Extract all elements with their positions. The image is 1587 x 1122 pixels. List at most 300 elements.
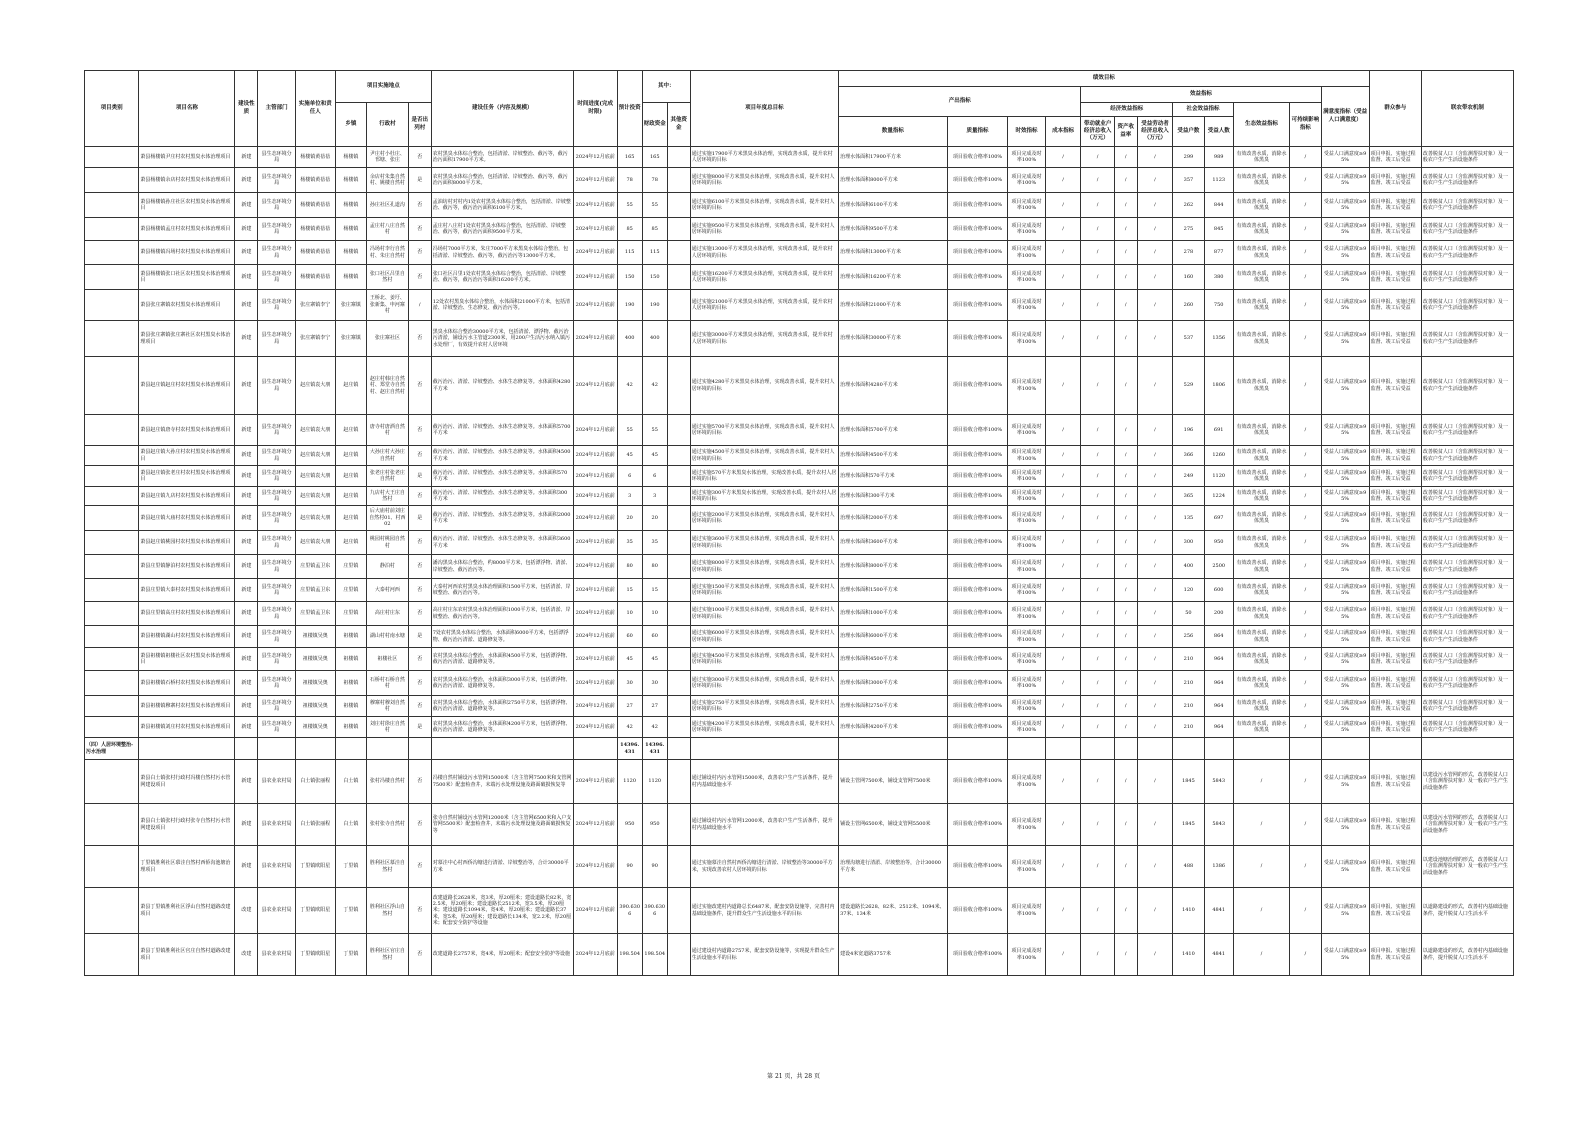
cell-cost: / [1045, 804, 1081, 846]
cell-category [85, 934, 139, 976]
cell-e2: / [1114, 648, 1137, 671]
cell-ql: 项目验收合格率100% [947, 506, 1008, 531]
cell-ql: 项目验收合格率100% [947, 265, 1008, 290]
cell-budget: 400 [617, 321, 642, 357]
cell-listed: 否 [408, 265, 431, 290]
cell-eco: 有效改善水质，消除水体黑臭 [1233, 579, 1289, 602]
cell-cost: / [1045, 760, 1081, 804]
cell-goal: 通过实施300平方米黑臭水体治理，实现改善水质，提升农村人居环境的目标 [690, 487, 838, 506]
cell-fiscal: 198.504 [642, 934, 667, 976]
cell-cost: / [1045, 265, 1081, 290]
cell-budget: 30 [617, 671, 642, 696]
cell-other [667, 290, 690, 321]
cell-ql: 项目验收合格率100% [947, 487, 1008, 506]
cell-fiscal: 390.6306 [642, 888, 667, 934]
cell-e2: / [1114, 290, 1137, 321]
cell-sat: 受益人口满意度≥95% [1321, 446, 1369, 466]
section-cell [839, 738, 948, 760]
cell-town: 祖楼镇 [335, 696, 366, 717]
cell-listed: 是 [408, 168, 431, 193]
cell-sat: 受益人口满意度≥95% [1321, 531, 1369, 555]
cell-mech: 改善脱贫人口（含监测帮扶对象）及一般农户生产生活设施条件 [1421, 321, 1513, 357]
cell-part: 项目申报、实施过程监督、竣工后受益 [1369, 168, 1421, 193]
cell-budget: 90 [617, 846, 642, 888]
cell-e3: / [1137, 168, 1173, 193]
cell-qty: 治理水体面积6000平方米 [839, 626, 948, 648]
cell-time: 2024年12月底前 [573, 648, 617, 671]
cell-task: 农村黑臭水体综合整治，水体面积4200平方米，包括漂浮物、截污治污清淤、道路修复等。 [431, 717, 573, 738]
cell-sus: / [1290, 760, 1321, 804]
cell-pp: 1224 [1204, 487, 1233, 506]
cell-eco: 有效改善水质，消除水体黑臭 [1233, 147, 1289, 168]
cell-hh: 249 [1173, 466, 1204, 487]
cell-e1: / [1081, 415, 1114, 446]
cell-sus: / [1290, 193, 1321, 218]
cell-mech: 以建设污水管网的形式，改善脱贫人口（含监测帮扶对象）及一般农户生产生活设施条件 [1421, 804, 1513, 846]
cell-fiscal: 42 [642, 357, 667, 415]
cell-category [85, 218, 139, 241]
cell-unit: 张庄寨镇李宁 [295, 321, 335, 357]
cell-task: 截污治污、清淤、岸坡整治、水体生态修复等。水体面积4500平方米 [431, 446, 573, 466]
section-cell [1369, 738, 1421, 760]
section-fiscal: 14396.431 [642, 738, 667, 760]
cell-nature: 新建 [235, 760, 258, 804]
cell-e2: / [1114, 466, 1137, 487]
cell-time: 2024年12月底前 [573, 671, 617, 696]
cell-hh: 1410 [1173, 934, 1204, 976]
cell-sat: 受益人口满意度≥95% [1321, 415, 1369, 446]
cell-goal: 通过铺设村内污水管网12000米，改善农户生产生活条件，提升村内基础设施水平 [690, 804, 838, 846]
cell-tm: 项目完成及时率100% [1008, 602, 1046, 626]
cell-part: 项目申报、实施过程监督、竣工后受益 [1369, 717, 1421, 738]
cell-e3: / [1137, 415, 1173, 446]
cell-cost: / [1045, 357, 1081, 415]
cell-tm: 项目完成及时率100% [1008, 487, 1046, 506]
cell-hh: 400 [1173, 555, 1204, 579]
cell-cost: / [1045, 218, 1081, 241]
cell-listed: 是 [408, 466, 431, 487]
cell-task: 截污治污、清淤、岸坡整治、水体生态修复等。水体面积5700平方米 [431, 415, 573, 446]
cell-goal: 通过实施2000平方米黑臭水体治理，实现改善水质，提升农村人居环境的目标 [690, 506, 838, 531]
cell-e3: / [1137, 648, 1173, 671]
cell-ql: 项目验收合格率100% [947, 804, 1008, 846]
cell-e3: / [1137, 555, 1173, 579]
cell-cost: / [1045, 696, 1081, 717]
cell-sat: 受益人口满意度≥95% [1321, 168, 1369, 193]
cell-dept: 县生态环境分局 [258, 602, 296, 626]
cell-pp: 200 [1204, 602, 1233, 626]
cell-task: 截污治污、清淤、岸坡整治、水体生态修复等。水体面积2000平方米 [431, 506, 573, 531]
cell-part: 项目申报、实施过程监督、竣工后受益 [1369, 555, 1421, 579]
cell-goal: 通过实施30000平方米黑臭水体治理，实现改善水质，提升农村人居环境的目标 [690, 321, 838, 357]
cell-unit: 白土镇张丽程 [295, 760, 335, 804]
table-row [85, 466, 1514, 487]
cell-listed: 否 [408, 241, 431, 265]
cell-dept: 县生态环境分局 [258, 626, 296, 648]
cell-hh: 160 [1173, 265, 1204, 290]
cell-task: 截污治污、清淤、岸坡整治、水体生态修复等。水体面积4280平方米 [431, 357, 573, 415]
cell-mech: 改善脱贫人口（含监测帮扶对象）及一般农户生产生活设施条件 [1421, 265, 1513, 290]
cell-unit: 杨楼镇黄蓓蓓 [295, 193, 335, 218]
cell-hh: 537 [1173, 321, 1204, 357]
cell-qty: 治理水体面积5700平方米 [839, 415, 948, 446]
cell-tm: 项目完成及时率100% [1008, 168, 1046, 193]
cell-pp: 964 [1204, 671, 1233, 696]
cell-budget: 165 [617, 147, 642, 168]
cell-category [85, 531, 139, 555]
cell-hh: 1410 [1173, 888, 1204, 934]
cell-village: 后大庙村前刘庄自然村01、村西02 [366, 506, 408, 531]
cell-mech: 改善脱贫人口（含监测帮扶对象）及一般农户生产生活设施条件 [1421, 648, 1513, 671]
cell-e3: / [1137, 626, 1173, 648]
cell-qty: 治理水体面积4200平方米 [839, 717, 948, 738]
cell-ql: 项目验收合格率100% [947, 531, 1008, 555]
section-cell [1114, 738, 1137, 760]
cell-town: 祖楼镇 [335, 648, 366, 671]
table-row [85, 446, 1514, 466]
section-cell [1204, 738, 1233, 760]
cell-ql: 项目验收合格率100% [947, 626, 1008, 648]
cell-e2: / [1114, 934, 1137, 976]
section-cell [1290, 738, 1321, 760]
cell-other [667, 168, 690, 193]
cell-tm: 项目完成及时率100% [1008, 934, 1046, 976]
cell-ql: 项目验收合格率100% [947, 218, 1008, 241]
cell-listed: 是 [408, 506, 431, 531]
cell-e1: / [1081, 804, 1114, 846]
cell-town: 庄里镇 [335, 602, 366, 626]
cell-mech: 改善脱贫人口（含监测帮扶对象）及一般农户生产生活设施条件 [1421, 290, 1513, 321]
cell-ql: 项目验收合格率100% [947, 888, 1008, 934]
cell-time: 2024年12月底前 [573, 626, 617, 648]
cell-listed: 否 [408, 446, 431, 466]
cell-eco: 有效改善水质，消除水体黑臭 [1233, 466, 1289, 487]
cell-goal: 通过实施1500平方米黑臭水体治理，实现改善水质，提升农村人居环境的目标 [690, 579, 838, 602]
header-category: 项目类别 [85, 71, 139, 147]
cell-tm: 项目完成及时率100% [1008, 888, 1046, 934]
header-benefit: 效益指标 [1081, 87, 1321, 103]
cell-unit: 赵庄镇袁大朋 [295, 357, 335, 415]
cell-part: 项目申报、实施过程监督、竣工后受益 [1369, 466, 1421, 487]
cell-unit: 丁里镇欧阳星 [295, 846, 335, 888]
cell-pp: 989 [1204, 147, 1233, 168]
project-table [84, 70, 1514, 976]
cell-unit: 丁里镇欧阳星 [295, 934, 335, 976]
cell-e1: / [1081, 487, 1114, 506]
cell-other [667, 218, 690, 241]
cell-part: 项目申报、实施过程监督、竣工后受益 [1369, 648, 1421, 671]
cell-part: 项目申报、实施过程监督、竣工后受益 [1369, 218, 1421, 241]
cell-listed: / [408, 290, 431, 321]
cell-e3: / [1137, 265, 1173, 290]
header-budget: 预计投资 [617, 71, 642, 147]
cell-mech: 改善脱贫人口（含监测帮扶对象）及一般农户生产生活设施条件 [1421, 415, 1513, 446]
cell-town: 杨楼镇 [335, 241, 366, 265]
cell-village: 静泊村 [366, 555, 408, 579]
cell-name: 萧县赵庄镇桃园村农村黑臭水体治理项目 [139, 531, 235, 555]
cell-other [667, 648, 690, 671]
cell-e3: / [1137, 290, 1173, 321]
cell-sat: 受益人口满意度≥95% [1321, 506, 1369, 531]
cell-category [85, 717, 139, 738]
cell-e3: / [1137, 717, 1173, 738]
cell-tm: 项目完成及时率100% [1008, 717, 1046, 738]
cell-village: 余店村朱集自然村、姚楼自然村 [366, 168, 408, 193]
cell-budget: 42 [617, 357, 642, 415]
cell-task: 截污治污、清淤、岸坡整治、水体生态修复等。水体面积570平方米 [431, 466, 573, 487]
cell-fiscal: 42 [642, 717, 667, 738]
cell-dept: 县生态环境分局 [258, 717, 296, 738]
cell-sat: 受益人口满意度≥95% [1321, 804, 1369, 846]
section-cell [1233, 738, 1289, 760]
cell-category [85, 506, 139, 531]
cell-village: 高庄村庄东 [366, 602, 408, 626]
cell-mech: 改善脱贫人口（含监测帮扶对象）及一般农户生产生活设施条件 [1421, 241, 1513, 265]
cell-e1: / [1081, 717, 1114, 738]
cell-other [667, 579, 690, 602]
cell-dept: 县生态环境分局 [258, 147, 296, 168]
cell-sus: / [1290, 487, 1321, 506]
cell-e3: / [1137, 193, 1173, 218]
cell-e1: / [1081, 602, 1114, 626]
cell-e1: / [1081, 760, 1114, 804]
cell-category [85, 265, 139, 290]
section-cell [1173, 738, 1204, 760]
cell-sat: 受益人口满意度≥95% [1321, 846, 1369, 888]
cell-qty: 治理水体面积2750平方米 [839, 696, 948, 717]
cell-hh: 299 [1173, 147, 1204, 168]
cell-e2: / [1114, 626, 1137, 648]
cell-category [85, 804, 139, 846]
cell-task: 12处农村黑臭水体综合整治，水体面积21000平方米，包括清淤、岸坡整治、生态修复、截污治污等。 [431, 290, 573, 321]
cell-other [667, 602, 690, 626]
cell-part: 项目申报、实施过程监督、竣工后受益 [1369, 846, 1421, 888]
cell-time: 2024年12月底前 [573, 446, 617, 466]
cell-eco: 有效改善水质，消除水体黑臭 [1233, 265, 1289, 290]
header-econ2: 资产收益率 [1114, 117, 1137, 147]
cell-mech: 改善脱贫人口（含监测帮扶对象）及一般农户生产生活设施条件 [1421, 626, 1513, 648]
cell-other [667, 265, 690, 290]
cell-tm: 项目完成及时率100% [1008, 321, 1046, 357]
cell-hh: 260 [1173, 290, 1204, 321]
cell-pp: 1120 [1204, 466, 1233, 487]
cell-village: 石桥村石桥自然村 [366, 671, 408, 696]
cell-nature: 新建 [235, 696, 258, 717]
cell-goal: 通过实施5700平方米黑臭水体治理，实现改善水质，提升农村人居环境的目标 [690, 415, 838, 446]
cell-fiscal: 15 [642, 579, 667, 602]
cell-cost: / [1045, 846, 1081, 888]
cell-hh: 50 [1173, 602, 1204, 626]
cell-eco: 有效改善水质，消除水体黑臭 [1233, 357, 1289, 415]
cell-part: 项目申报、实施过程监督、竣工后受益 [1369, 487, 1421, 506]
table-row [85, 696, 1514, 717]
section-cell [295, 738, 335, 760]
cell-part: 项目申报、实施过程监督、竣工后受益 [1369, 671, 1421, 696]
cell-town: 白土镇 [335, 804, 366, 846]
cell-name: 萧县张庄寨镇农村黑臭水体治理项目 [139, 290, 235, 321]
cell-village: 孟庄村八庄自然村 [366, 218, 408, 241]
cell-sat: 受益人口满意度≥95% [1321, 193, 1369, 218]
cell-e2: / [1114, 846, 1137, 888]
cell-task: 潘沟黑臭水体综合整治，约8000平方米，包括漂浮物、清淤、岸坡整治、截污治污等。 [431, 555, 573, 579]
cell-budget: 45 [617, 446, 642, 466]
cell-listed: 否 [408, 321, 431, 357]
cell-hh: 278 [1173, 241, 1204, 265]
cell-village: 孙庄社区孔道沟 [366, 193, 408, 218]
cell-e2: / [1114, 579, 1137, 602]
cell-name: 丁里镇胜利社区慕洼自然村西侨沟池塘治理项目 [139, 846, 235, 888]
cell-goal: 通过实施570平方米黑臭水体治理，实现改善水质，提升农村人居环境的目标 [690, 466, 838, 487]
cell-fiscal: 45 [642, 446, 667, 466]
cell-town: 赵庄镇 [335, 487, 366, 506]
cell-nature: 新建 [235, 446, 258, 466]
cell-other [667, 696, 690, 717]
header-town: 乡镇 [335, 103, 366, 147]
cell-village: 大孙庄村大孙庄自然村 [366, 446, 408, 466]
cell-listed: 否 [408, 760, 431, 804]
section-cell [366, 738, 408, 760]
section-cell [431, 738, 573, 760]
cell-nature: 新建 [235, 415, 258, 446]
cell-ql: 项目验收合格率100% [947, 415, 1008, 446]
cell-sus: / [1290, 415, 1321, 446]
cell-goal: 通过实施4280平方米黑臭水体治理，实现改善水质，提升农村人居环境的目标 [690, 357, 838, 415]
cell-name: 萧县赵庄镇赵庄村农村黑臭水体治理项目 [139, 357, 235, 415]
cell-category [85, 602, 139, 626]
cell-category [85, 648, 139, 671]
cell-fiscal: 190 [642, 290, 667, 321]
cell-nature: 新建 [235, 846, 258, 888]
cell-listed: 否 [408, 531, 431, 555]
cell-cost: / [1045, 579, 1081, 602]
cell-dept: 县农业农村局 [258, 846, 296, 888]
cell-goal: 通过实施8000平方米黑臭水体治理，实现改善水质，提升农村人居环境的目标 [690, 168, 838, 193]
table-row [85, 717, 1514, 738]
cell-town: 张庄寨镇 [335, 321, 366, 357]
table-row [85, 218, 1514, 241]
cell-e2: / [1114, 193, 1137, 218]
cell-task: 改建道路长2628米，宽3米，厚20厘米；建设道路长82米，宽2.5米，厚20厘米；建设道路长2512米，宽3.5米，厚20厘米；建设道路长1094米，宽4米，厚20厘米；建设道路长37米，宽5米，厚20厘米；建设道路长134米，宽2.2米，厚20厘米；配套安全防护等设施 [431, 888, 573, 934]
cell-mech: 以建设污水管网的形式，改善脱贫人口（含监测帮扶对象）及一般农户生产生活设施条件 [1421, 760, 1513, 804]
cell-pp: 600 [1204, 579, 1233, 602]
cell-fiscal: 115 [642, 241, 667, 265]
cell-town: 祖楼镇 [335, 671, 366, 696]
cell-goal: 通过实施4200平方米黑臭水体治理，实现改善水质，提升农村人居环境的目标 [690, 717, 838, 738]
cell-pp: 697 [1204, 506, 1233, 531]
cell-e1: / [1081, 626, 1114, 648]
cell-part: 项目申报、实施过程监督、竣工后受益 [1369, 934, 1421, 976]
cell-mech: 改善脱贫人口（含监测帮扶对象）及一般农户生产生活设施条件 [1421, 579, 1513, 602]
cell-unit: 张庄寨镇李宁 [295, 290, 335, 321]
cell-hh: 210 [1173, 671, 1204, 696]
header-timeliness: 时效指标 [1008, 117, 1046, 147]
cell-budget: 150 [617, 265, 642, 290]
cell-eco: 有效改善水质，消除水体黑臭 [1233, 506, 1289, 531]
cell-village: 大泰村河西 [366, 579, 408, 602]
cell-town: 杨楼镇 [335, 147, 366, 168]
table-row [85, 265, 1514, 290]
cell-e1: / [1081, 147, 1114, 168]
cell-town: 庄里镇 [335, 579, 366, 602]
cell-mech: 改善脱贫人口（含监测帮扶对象）及一般农户生产生活设施条件 [1421, 671, 1513, 696]
cell-goal: 通过实施17900平方米黑臭水体治理，实现改善水质，提升农村人居环境的目标 [690, 147, 838, 168]
cell-qty: 治理水体面积4500平方米 [839, 648, 948, 671]
cell-cost: / [1045, 555, 1081, 579]
cell-time: 2024年12月底前 [573, 241, 617, 265]
cell-e1: / [1081, 241, 1114, 265]
cell-goal: 通过实施2750平方米黑臭水体治理，实现改善水质，提升农村人居环境的目标 [690, 696, 838, 717]
cell-town: 张庄寨镇 [335, 290, 366, 321]
cell-name: 萧县杨楼镇冯场村农村黑臭水体治理项目 [139, 241, 235, 265]
cell-dept: 县生态环境分局 [258, 648, 296, 671]
table-row [85, 934, 1514, 976]
cell-town: 丁里镇 [335, 934, 366, 976]
table-row [85, 147, 1514, 168]
header-perf: 绩效目标 [839, 71, 1370, 87]
cell-town: 丁里镇 [335, 888, 366, 934]
cell-ql: 项目验收合格率100% [947, 671, 1008, 696]
cell-hh: 275 [1173, 218, 1204, 241]
cell-time: 2024年12月底前 [573, 602, 617, 626]
cell-cost: / [1045, 321, 1081, 357]
cell-mech: 改善脱贫人口（含监测帮扶对象）及一般农户生产生活设施条件 [1421, 555, 1513, 579]
cell-e2: / [1114, 357, 1137, 415]
cell-budget: 60 [617, 626, 642, 648]
cell-category [85, 555, 139, 579]
cell-nature: 改建 [235, 934, 258, 976]
cell-budget: 42 [617, 717, 642, 738]
cell-unit: 祖楼镇吴奥 [295, 626, 335, 648]
cell-sus: / [1290, 717, 1321, 738]
table-row [85, 888, 1514, 934]
cell-hh: 256 [1173, 626, 1204, 648]
cell-e1: / [1081, 888, 1114, 934]
cell-town: 赵庄镇 [335, 506, 366, 531]
cell-sat: 受益人口满意度≥95% [1321, 602, 1369, 626]
cell-name: 萧县祖楼镇刘庄村农村黑臭水体治理项目 [139, 717, 235, 738]
cell-unit: 杨楼镇黄蓓蓓 [295, 241, 335, 265]
cell-hh: 357 [1173, 168, 1204, 193]
cell-dept: 县农业农村局 [258, 760, 296, 804]
cell-e3: / [1137, 934, 1173, 976]
cell-time: 2024年12月底前 [573, 415, 617, 446]
cell-village: 祖楼社区 [366, 648, 408, 671]
cell-listed: 否 [408, 415, 431, 446]
cell-goal: 通过铺设村内污水管网15000米，改善农户生产生活条件，提升村内基础设施水平 [690, 760, 838, 804]
table-row [85, 671, 1514, 696]
cell-fiscal: 27 [642, 696, 667, 717]
cell-goal: 通过实施13000平方米黑臭水体治理，实现改善水质，提升农村人居环境的目标 [690, 241, 838, 265]
cell-eco: 有效改善水质，消除水体黑臭 [1233, 321, 1289, 357]
cell-qty: 治理水体面积6100平方米 [839, 193, 948, 218]
cell-ql: 项目验收合格率100% [947, 241, 1008, 265]
header-participation: 群众参与 [1369, 71, 1421, 147]
cell-dept: 县生态环境分局 [258, 531, 296, 555]
cell-unit: 赵庄镇袁大朋 [295, 506, 335, 531]
cell-tm: 项目完成及时率100% [1008, 804, 1046, 846]
cell-time: 2024年12月底前 [573, 579, 617, 602]
cell-category [85, 415, 139, 446]
cell-part: 项目申报、实施过程监督、竣工后受益 [1369, 579, 1421, 602]
cell-dept: 县生态环境分局 [258, 241, 296, 265]
header-other: 其他资金 [667, 103, 690, 147]
header-econ: 经济效益指标 [1081, 103, 1173, 117]
cell-pp: 877 [1204, 241, 1233, 265]
cell-village: 张村冯楼自然村 [366, 760, 408, 804]
cell-ql: 项目验收合格率100% [947, 648, 1008, 671]
cell-name: 萧县杨楼镇余店村农村黑臭水体治理项目 [139, 168, 235, 193]
cell-eco: 有效改善水质，消除水体黑臭 [1233, 555, 1289, 579]
